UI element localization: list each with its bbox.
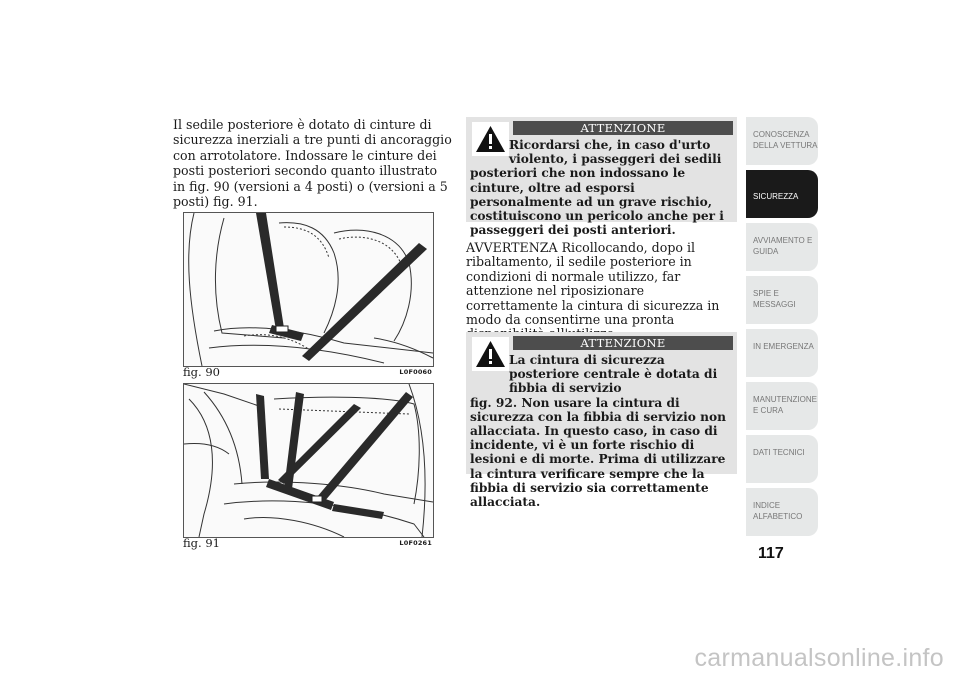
warning-text: [470, 138, 733, 237]
seatbelt-4-seat-drawing: [184, 213, 433, 366]
warning-box-1: [466, 117, 737, 238]
tab-in-emergenza[interactable]: IN EMERGENZA: [746, 329, 818, 377]
figure-caption-text: fig. 90: [183, 365, 220, 379]
warning-triangle-icon: [472, 122, 509, 156]
watermark: carmanualsonline.info: [694, 644, 944, 672]
tab-dati-tecnici[interactable]: DATI TECNICI: [746, 435, 818, 483]
intro-paragraph: Il sedile posteriore è dotato di cinture di sicurezza inerziali a tre punti di ancoraggio con arrotolatore. Indossare le cinture dei posti posteriori secondo quanto illustrato in fig. 90 (versioni a 4 posti) o (versioni a 5 posti) fig. 91.: [173, 117, 452, 210]
figure-91-caption: [183, 536, 432, 550]
warning-lead: Ricordarsi che, in caso d'urto violento, i passeggeri dei sedili: [509, 138, 722, 167]
warning-title: ATTENZIONE: [513, 336, 733, 350]
tab-indice-alfabetico[interactable]: INDICE ALFABETICO: [746, 488, 818, 536]
figure-91-illustration: [183, 383, 434, 538]
page-number: 117: [758, 545, 784, 562]
figure-code: L0F0060: [399, 368, 432, 376]
figure-code: L0F0261: [399, 539, 432, 547]
figure-90-caption: [183, 365, 432, 379]
tab-manutenzione-e-cura[interactable]: MANUTENZIONE E CURA: [746, 382, 818, 430]
warning-triangle-icon: [472, 337, 509, 371]
tab-avviamento-e-guida[interactable]: AVVIAMENTO E GUIDA: [746, 223, 818, 271]
warning-rest: fig. 92. Non usare la cintura di sicurezza con la fibbia di servizio non allacciata. In questo caso, in caso di incidente, vi è un forte rischio di lesioni e di morte. Prima di utilizzare la cintura verificare sempre che la fibbia di servizio sia correttamente allacciata.: [470, 395, 726, 510]
warning-text: [470, 353, 733, 509]
chapter-tabs: [746, 117, 818, 541]
warning-lead: La cintura di sicurezza posteriore centrale è dotata di fibbia di servizio: [509, 353, 718, 396]
figure-90-illustration: [183, 212, 434, 367]
seatbelt-5-seat-drawing: [184, 384, 433, 537]
warning-title: ATTENZIONE: [513, 121, 733, 135]
warning-rest: posteriori che non indossano le cinture, oltre ad esporsi personalmente ad un grave rischio, costituiscono un pericolo anche per i passeggeri dei posti anteriori.: [470, 166, 724, 238]
avvertenza-paragraph: AVVERTENZA Ricollocando, dopo il ribaltamento, il sedile posteriore in condizioni di normale utilizzo, far attenzione nel riposizionare correttamente la cintura di sicurezza in modo da consentirne una pronta: [466, 240, 720, 328]
figure-caption-text: fig. 91: [183, 536, 220, 550]
tab-spie-e-messaggi[interactable]: SPIE E MESSAGGI: [746, 276, 818, 324]
tab-sicurezza[interactable]: SICUREZZA: [746, 170, 818, 218]
warning-box-2: [466, 332, 737, 510]
tab-conoscenza-della-vettura[interactable]: CONOSCENZA DELLA VETTURA: [746, 117, 818, 165]
